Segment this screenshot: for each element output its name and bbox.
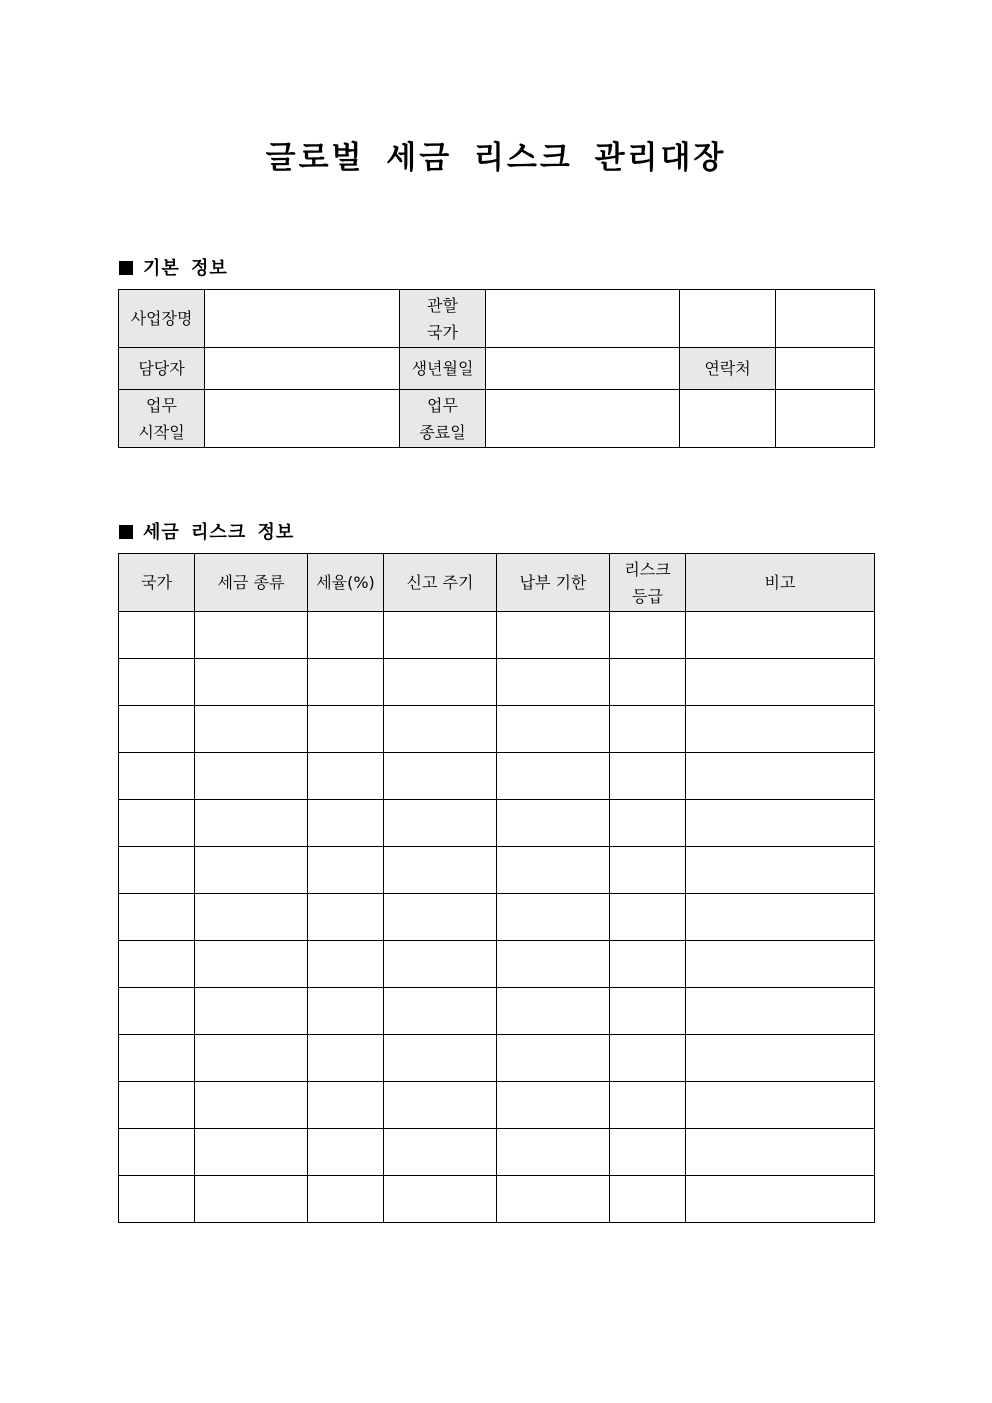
filing-cycle-cell[interactable]	[384, 753, 497, 800]
birthdate-label: 생년월일	[400, 348, 486, 390]
jurisdiction-country-field[interactable]	[486, 290, 680, 348]
table-row	[119, 941, 875, 988]
payment-deadline-cell[interactable]	[497, 612, 610, 659]
row1-extra-field[interactable]	[776, 290, 875, 348]
risk-grade-cell[interactable]	[610, 988, 686, 1035]
filing-cycle-cell[interactable]	[384, 1035, 497, 1082]
contact-label: 연락처	[680, 348, 776, 390]
column-header-risk-grade: 리스크 등급	[610, 554, 686, 612]
work-end-date-field[interactable]	[486, 390, 680, 448]
country-cell[interactable]	[119, 941, 195, 988]
column-header-payment-deadline: 납부 기한	[497, 554, 610, 612]
filing-cycle-cell[interactable]	[384, 847, 497, 894]
payment-deadline-cell[interactable]	[497, 847, 610, 894]
tax-rate-cell[interactable]	[308, 988, 384, 1035]
filing-cycle-cell[interactable]	[384, 1129, 497, 1176]
remarks-cell[interactable]	[686, 1176, 875, 1223]
basic-info-heading-text: 기본 정보	[143, 258, 228, 279]
tax-type-cell[interactable]	[195, 1082, 308, 1129]
basic-info-row	[119, 348, 875, 390]
table-row	[119, 1176, 875, 1223]
country-cell[interactable]	[119, 753, 195, 800]
business-name-field[interactable]	[205, 290, 400, 348]
business-name-label: 사업장명	[119, 290, 205, 348]
tax-rate-cell[interactable]	[308, 800, 384, 847]
work-start-date-label: 업무 시작일	[119, 390, 205, 448]
filing-cycle-cell[interactable]	[384, 988, 497, 1035]
tax-type-cell[interactable]	[195, 1176, 308, 1223]
birthdate-field[interactable]	[486, 348, 680, 390]
row1-extra-label-cell	[680, 290, 776, 348]
remarks-cell[interactable]	[686, 894, 875, 941]
country-cell[interactable]	[119, 1129, 195, 1176]
remarks-cell[interactable]	[686, 1129, 875, 1176]
payment-deadline-cell[interactable]	[497, 894, 610, 941]
basic-info-row	[119, 290, 875, 348]
row3-extra-field[interactable]	[776, 390, 875, 448]
table-row	[119, 1129, 875, 1176]
country-cell[interactable]	[119, 1176, 195, 1223]
tax-type-cell[interactable]	[195, 659, 308, 706]
filing-cycle-cell[interactable]	[384, 941, 497, 988]
basic-info-heading	[119, 254, 228, 280]
table-row	[119, 800, 875, 847]
risk-grade-cell[interactable]	[610, 800, 686, 847]
payment-deadline-cell[interactable]	[497, 1129, 610, 1176]
payment-deadline-cell[interactable]	[497, 706, 610, 753]
table-row	[119, 612, 875, 659]
payment-deadline-cell[interactable]	[497, 800, 610, 847]
risk-grade-cell[interactable]	[610, 659, 686, 706]
basic-info-table	[118, 289, 875, 448]
tax-risk-header-row	[119, 554, 875, 612]
contact-field[interactable]	[776, 348, 875, 390]
table-row	[119, 894, 875, 941]
remarks-cell[interactable]	[686, 1035, 875, 1082]
country-cell[interactable]	[119, 988, 195, 1035]
remarks-cell[interactable]	[686, 847, 875, 894]
tax-type-cell[interactable]	[195, 1129, 308, 1176]
tax-rate-cell[interactable]	[308, 612, 384, 659]
country-cell[interactable]	[119, 612, 195, 659]
tax-rate-cell[interactable]	[308, 1082, 384, 1129]
tax-type-cell[interactable]	[195, 753, 308, 800]
work-end-date-label: 업무 종료일	[400, 390, 486, 448]
filing-cycle-cell[interactable]	[384, 659, 497, 706]
tax-type-cell[interactable]	[195, 800, 308, 847]
risk-grade-cell[interactable]	[610, 753, 686, 800]
column-header-country: 국가	[119, 554, 195, 612]
payment-deadline-cell[interactable]	[497, 988, 610, 1035]
jurisdiction-country-label: 관할 국가	[400, 290, 486, 348]
risk-grade-cell[interactable]	[610, 1129, 686, 1176]
payment-deadline-cell[interactable]	[497, 941, 610, 988]
table-row	[119, 1035, 875, 1082]
risk-grade-cell[interactable]	[610, 1082, 686, 1129]
remarks-cell[interactable]	[686, 988, 875, 1035]
tax-rate-cell[interactable]	[308, 941, 384, 988]
column-header-filing-cycle: 신고 주기	[384, 554, 497, 612]
country-cell[interactable]	[119, 1082, 195, 1129]
column-header-tax-type: 세금 종류	[195, 554, 308, 612]
table-row	[119, 753, 875, 800]
manager-field[interactable]	[205, 348, 400, 390]
remarks-cell[interactable]	[686, 941, 875, 988]
document-title: 글로벌 세금 리스크 관리대장	[265, 140, 727, 176]
risk-grade-cell[interactable]	[610, 706, 686, 753]
tax-risk-body	[119, 612, 875, 1223]
payment-deadline-cell[interactable]	[497, 1035, 610, 1082]
work-start-date-field[interactable]	[205, 390, 400, 448]
table-row	[119, 706, 875, 753]
tax-rate-cell[interactable]	[308, 659, 384, 706]
tax-rate-cell[interactable]	[308, 753, 384, 800]
tax-risk-heading-text: 세금 리스크 정보	[143, 522, 295, 543]
country-cell[interactable]	[119, 894, 195, 941]
filing-cycle-cell[interactable]	[384, 1082, 497, 1129]
remarks-cell[interactable]	[686, 659, 875, 706]
risk-grade-cell[interactable]	[610, 847, 686, 894]
risk-grade-cell[interactable]	[610, 1035, 686, 1082]
filing-cycle-cell[interactable]	[384, 894, 497, 941]
remarks-cell[interactable]	[686, 612, 875, 659]
risk-grade-cell[interactable]	[610, 1176, 686, 1223]
tax-type-cell[interactable]	[195, 894, 308, 941]
tax-type-cell[interactable]	[195, 612, 308, 659]
tax-rate-cell[interactable]	[308, 1129, 384, 1176]
table-row	[119, 847, 875, 894]
filing-cycle-cell[interactable]	[384, 800, 497, 847]
column-header-remarks: 비고	[686, 554, 875, 612]
tax-type-cell[interactable]	[195, 847, 308, 894]
filing-cycle-cell[interactable]	[384, 706, 497, 753]
country-cell[interactable]	[119, 847, 195, 894]
basic-info-row	[119, 390, 875, 448]
table-row	[119, 659, 875, 706]
tax-type-cell[interactable]	[195, 988, 308, 1035]
tax-rate-cell[interactable]	[308, 1176, 384, 1223]
square-bullet-icon	[119, 525, 133, 539]
risk-grade-cell[interactable]	[610, 941, 686, 988]
tax-risk-heading	[119, 518, 294, 544]
tax-risk-table	[118, 553, 875, 1223]
table-row	[119, 1082, 875, 1129]
filing-cycle-cell[interactable]	[384, 1176, 497, 1223]
risk-grade-cell[interactable]	[610, 612, 686, 659]
tax-rate-cell[interactable]	[308, 706, 384, 753]
tax-rate-cell[interactable]	[308, 1035, 384, 1082]
tax-type-cell[interactable]	[195, 706, 308, 753]
manager-label: 담당자	[119, 348, 205, 390]
payment-deadline-cell[interactable]	[497, 1176, 610, 1223]
country-cell[interactable]	[119, 800, 195, 847]
remarks-cell[interactable]	[686, 1082, 875, 1129]
square-bullet-icon	[119, 261, 133, 275]
remarks-cell[interactable]	[686, 800, 875, 847]
table-row	[119, 988, 875, 1035]
tax-rate-cell[interactable]	[308, 847, 384, 894]
country-cell[interactable]	[119, 1035, 195, 1082]
tax-type-cell[interactable]	[195, 941, 308, 988]
payment-deadline-cell[interactable]	[497, 753, 610, 800]
row3-extra-label-cell	[680, 390, 776, 448]
column-header-tax-rate: 세율(%)	[308, 554, 384, 612]
payment-deadline-cell[interactable]	[497, 1082, 610, 1129]
country-cell[interactable]	[119, 706, 195, 753]
remarks-cell[interactable]	[686, 706, 875, 753]
country-cell[interactable]	[119, 659, 195, 706]
payment-deadline-cell[interactable]	[497, 659, 610, 706]
risk-grade-cell[interactable]	[610, 894, 686, 941]
filing-cycle-cell[interactable]	[384, 612, 497, 659]
tax-rate-cell[interactable]	[308, 894, 384, 941]
remarks-cell[interactable]	[686, 753, 875, 800]
tax-type-cell[interactable]	[195, 1035, 308, 1082]
